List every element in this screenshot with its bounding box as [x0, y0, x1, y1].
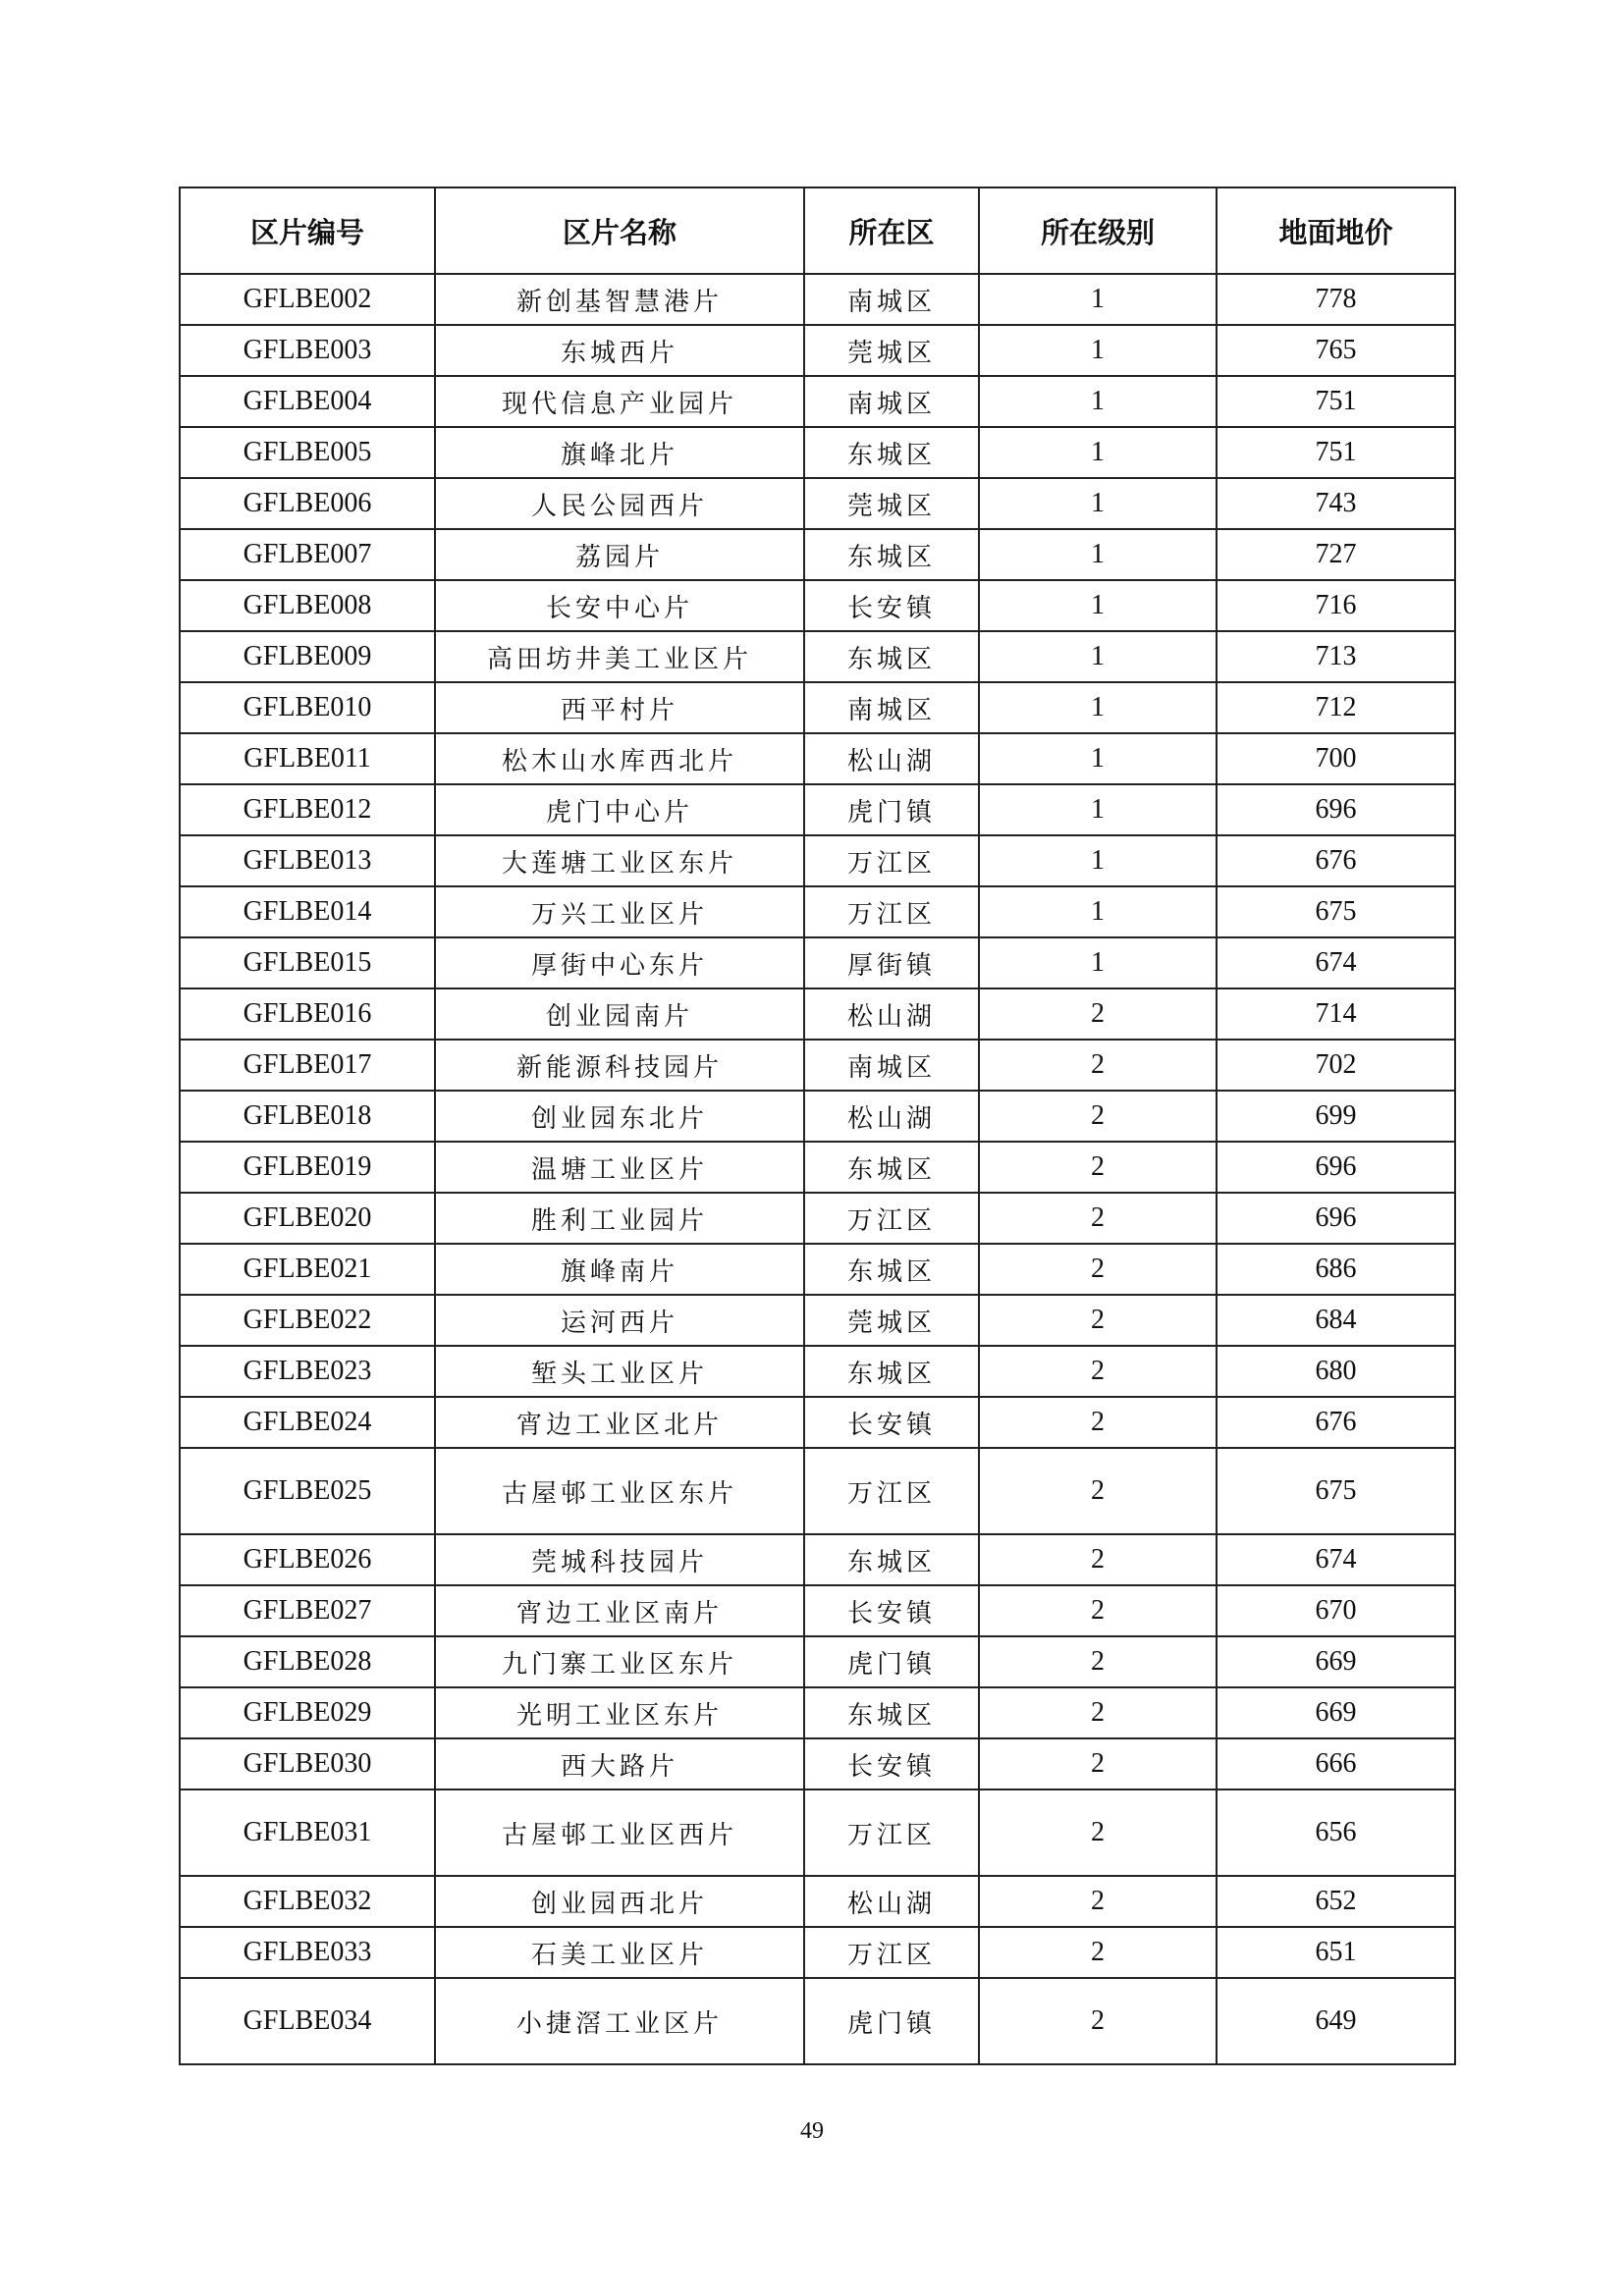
page-number: 49	[800, 2118, 824, 2144]
cell-district: 厚街镇	[804, 937, 979, 988]
table-row	[180, 580, 1455, 631]
cell-land-price: 669	[1217, 1687, 1455, 1738]
cell-district: 莞城区	[804, 478, 979, 529]
cell-level: 2	[979, 1193, 1217, 1244]
cell-district: 长安镇	[804, 580, 979, 631]
cell-zone-code: GFLBE033	[180, 1927, 435, 1978]
cell-zone-name: 创业园东北片	[435, 1091, 804, 1142]
cell-land-price: 669	[1217, 1636, 1455, 1687]
cell-zone-code: GFLBE019	[180, 1142, 435, 1193]
cell-level: 2	[979, 1397, 1217, 1448]
header-zone-code: 区片编号	[180, 187, 435, 274]
table-row	[180, 478, 1455, 529]
table-row	[180, 1295, 1455, 1346]
cell-zone-code: GFLBE028	[180, 1636, 435, 1687]
cell-zone-code: GFLBE021	[180, 1244, 435, 1295]
cell-zone-name: 东城西片	[435, 325, 804, 376]
table-row	[180, 1636, 1455, 1687]
cell-level: 2	[979, 1876, 1217, 1927]
cell-zone-code: GFLBE017	[180, 1040, 435, 1091]
cell-district: 南城区	[804, 682, 979, 733]
cell-zone-code: GFLBE024	[180, 1397, 435, 1448]
cell-zone-code: GFLBE008	[180, 580, 435, 631]
cell-zone-name: 创业园西北片	[435, 1876, 804, 1927]
cell-zone-code: GFLBE032	[180, 1876, 435, 1927]
cell-zone-code: GFLBE009	[180, 631, 435, 682]
cell-zone-code: GFLBE034	[180, 1978, 435, 2064]
cell-land-price: 656	[1217, 1789, 1455, 1876]
cell-district: 东城区	[804, 529, 979, 580]
cell-district: 莞城区	[804, 325, 979, 376]
cell-zone-code: GFLBE030	[180, 1738, 435, 1789]
cell-level: 1	[979, 631, 1217, 682]
cell-land-price: 675	[1217, 886, 1455, 937]
cell-zone-name: 胜利工业园片	[435, 1193, 804, 1244]
cell-zone-name: 松木山水库西北片	[435, 733, 804, 784]
cell-zone-name: 宵边工业区南片	[435, 1585, 804, 1636]
cell-district: 松山湖	[804, 1091, 979, 1142]
cell-zone-name: 运河西片	[435, 1295, 804, 1346]
cell-land-price: 778	[1217, 274, 1455, 325]
cell-land-price: 686	[1217, 1244, 1455, 1295]
table-row	[180, 1346, 1455, 1397]
cell-zone-code: GFLBE026	[180, 1534, 435, 1585]
cell-zone-code: GFLBE022	[180, 1295, 435, 1346]
cell-land-price: 699	[1217, 1091, 1455, 1142]
cell-zone-code: GFLBE023	[180, 1346, 435, 1397]
table-row	[180, 1142, 1455, 1193]
cell-district: 东城区	[804, 1534, 979, 1585]
cell-zone-name: 九门寨工业区东片	[435, 1636, 804, 1687]
cell-zone-name: 荔园片	[435, 529, 804, 580]
cell-land-price: 713	[1217, 631, 1455, 682]
cell-level: 2	[979, 1636, 1217, 1687]
cell-zone-name: 旗峰北片	[435, 427, 804, 478]
cell-district: 东城区	[804, 1142, 979, 1193]
table-row	[180, 1876, 1455, 1927]
cell-level: 2	[979, 1687, 1217, 1738]
table-row	[180, 1789, 1455, 1876]
cell-zone-code: GFLBE011	[180, 733, 435, 784]
cell-level: 2	[979, 988, 1217, 1040]
cell-land-price: 680	[1217, 1346, 1455, 1397]
cell-land-price: 652	[1217, 1876, 1455, 1927]
header-zone-name: 区片名称	[435, 187, 804, 274]
cell-zone-name: 长安中心片	[435, 580, 804, 631]
table-row	[180, 988, 1455, 1040]
table-row	[180, 1585, 1455, 1636]
cell-district: 莞城区	[804, 1295, 979, 1346]
cell-district: 松山湖	[804, 733, 979, 784]
cell-zone-name: 古屋邨工业区西片	[435, 1789, 804, 1876]
table-row	[180, 631, 1455, 682]
cell-level: 2	[979, 1448, 1217, 1534]
table-row	[180, 682, 1455, 733]
cell-land-price: 727	[1217, 529, 1455, 580]
cell-land-price: 670	[1217, 1585, 1455, 1636]
cell-zone-name: 堑头工业区片	[435, 1346, 804, 1397]
cell-land-price: 765	[1217, 325, 1455, 376]
cell-zone-name: 温塘工业区片	[435, 1142, 804, 1193]
table-body	[180, 274, 1455, 2064]
cell-zone-name: 西大路片	[435, 1738, 804, 1789]
cell-land-price: 700	[1217, 733, 1455, 784]
cell-level: 1	[979, 733, 1217, 784]
cell-zone-name: 人民公园西片	[435, 478, 804, 529]
cell-land-price: 702	[1217, 1040, 1455, 1091]
cell-zone-code: GFLBE006	[180, 478, 435, 529]
cell-zone-code: GFLBE012	[180, 784, 435, 835]
cell-district: 南城区	[804, 274, 979, 325]
cell-district: 东城区	[804, 1346, 979, 1397]
cell-district: 松山湖	[804, 1876, 979, 1927]
cell-zone-code: GFLBE016	[180, 988, 435, 1040]
cell-land-price: 666	[1217, 1738, 1455, 1789]
cell-land-price: 696	[1217, 1193, 1455, 1244]
cell-zone-name: 虎门中心片	[435, 784, 804, 835]
cell-land-price: 712	[1217, 682, 1455, 733]
cell-district: 虎门镇	[804, 1978, 979, 2064]
table-row	[180, 1978, 1455, 2064]
cell-district: 万江区	[804, 886, 979, 937]
cell-land-price: 676	[1217, 835, 1455, 886]
table-row	[180, 784, 1455, 835]
cell-zone-code: GFLBE015	[180, 937, 435, 988]
cell-zone-name: 现代信息产业园片	[435, 376, 804, 427]
header-land-price: 地面地价	[1217, 187, 1455, 274]
cell-zone-code: GFLBE029	[180, 1687, 435, 1738]
table-row	[180, 1040, 1455, 1091]
cell-level: 2	[979, 1091, 1217, 1142]
cell-land-price: 674	[1217, 937, 1455, 988]
cell-level: 1	[979, 325, 1217, 376]
cell-district: 长安镇	[804, 1397, 979, 1448]
cell-district: 万江区	[804, 1927, 979, 1978]
cell-zone-code: GFLBE020	[180, 1193, 435, 1244]
table-row	[180, 427, 1455, 478]
cell-level: 1	[979, 580, 1217, 631]
table-row	[180, 529, 1455, 580]
cell-district: 万江区	[804, 835, 979, 886]
cell-land-price: 696	[1217, 1142, 1455, 1193]
cell-district: 东城区	[804, 427, 979, 478]
header-level: 所在级别	[979, 187, 1217, 274]
table-row	[180, 1091, 1455, 1142]
table-row	[180, 1687, 1455, 1738]
cell-land-price: 684	[1217, 1295, 1455, 1346]
cell-zone-name: 宵边工业区北片	[435, 1397, 804, 1448]
cell-level: 2	[979, 1534, 1217, 1585]
cell-level: 1	[979, 478, 1217, 529]
cell-level: 1	[979, 376, 1217, 427]
cell-zone-code: GFLBE027	[180, 1585, 435, 1636]
cell-land-price: 674	[1217, 1534, 1455, 1585]
cell-zone-code: GFLBE004	[180, 376, 435, 427]
cell-level: 1	[979, 886, 1217, 937]
cell-level: 1	[979, 682, 1217, 733]
cell-district: 万江区	[804, 1193, 979, 1244]
table-row	[180, 1397, 1455, 1448]
cell-zone-name: 西平村片	[435, 682, 804, 733]
cell-district: 南城区	[804, 1040, 979, 1091]
cell-level: 2	[979, 1295, 1217, 1346]
table-row	[180, 1193, 1455, 1244]
cell-level: 1	[979, 274, 1217, 325]
cell-land-price: 676	[1217, 1397, 1455, 1448]
table-row	[180, 1738, 1455, 1789]
cell-level: 2	[979, 1927, 1217, 1978]
cell-zone-code: GFLBE014	[180, 886, 435, 937]
cell-zone-name: 新创基智慧港片	[435, 274, 804, 325]
cell-level: 2	[979, 1789, 1217, 1876]
land-price-table	[179, 187, 1456, 2065]
cell-level: 2	[979, 1244, 1217, 1295]
cell-district: 东城区	[804, 1244, 979, 1295]
cell-land-price: 649	[1217, 1978, 1455, 2064]
cell-district: 万江区	[804, 1448, 979, 1534]
cell-district: 南城区	[804, 376, 979, 427]
cell-zone-name: 创业园南片	[435, 988, 804, 1040]
cell-level: 1	[979, 937, 1217, 988]
cell-land-price: 696	[1217, 784, 1455, 835]
cell-land-price: 675	[1217, 1448, 1455, 1534]
cell-district: 虎门镇	[804, 1636, 979, 1687]
cell-level: 2	[979, 1142, 1217, 1193]
cell-zone-code: GFLBE003	[180, 325, 435, 376]
cell-zone-name: 莞城科技园片	[435, 1534, 804, 1585]
cell-zone-name: 小捷滘工业区片	[435, 1978, 804, 2064]
cell-zone-name: 万兴工业区片	[435, 886, 804, 937]
cell-level: 2	[979, 1585, 1217, 1636]
table-header-row	[180, 187, 1455, 274]
table-row	[180, 376, 1455, 427]
cell-zone-code: GFLBE002	[180, 274, 435, 325]
cell-zone-code: GFLBE018	[180, 1091, 435, 1142]
cell-district: 虎门镇	[804, 784, 979, 835]
table-row	[180, 325, 1455, 376]
cell-level: 2	[979, 1040, 1217, 1091]
cell-land-price: 751	[1217, 376, 1455, 427]
table-row	[180, 1244, 1455, 1295]
cell-district: 长安镇	[804, 1585, 979, 1636]
table-row	[180, 274, 1455, 325]
cell-zone-name: 新能源科技园片	[435, 1040, 804, 1091]
cell-level: 1	[979, 529, 1217, 580]
cell-level: 2	[979, 1346, 1217, 1397]
cell-zone-code: GFLBE025	[180, 1448, 435, 1534]
cell-zone-code: GFLBE031	[180, 1789, 435, 1876]
cell-land-price: 714	[1217, 988, 1455, 1040]
cell-district: 东城区	[804, 1687, 979, 1738]
table-row	[180, 1534, 1455, 1585]
header-district: 所在区	[804, 187, 979, 274]
cell-land-price: 751	[1217, 427, 1455, 478]
cell-zone-name: 大莲塘工业区东片	[435, 835, 804, 886]
cell-district: 松山湖	[804, 988, 979, 1040]
cell-district: 万江区	[804, 1789, 979, 1876]
cell-zone-name: 旗峰南片	[435, 1244, 804, 1295]
cell-level: 1	[979, 427, 1217, 478]
cell-level: 2	[979, 1978, 1217, 2064]
cell-zone-name: 光明工业区东片	[435, 1687, 804, 1738]
cell-level: 1	[979, 835, 1217, 886]
cell-district: 东城区	[804, 631, 979, 682]
cell-zone-code: GFLBE010	[180, 682, 435, 733]
cell-level: 2	[979, 1738, 1217, 1789]
cell-zone-code: GFLBE005	[180, 427, 435, 478]
cell-land-price: 651	[1217, 1927, 1455, 1978]
cell-zone-name: 厚街中心东片	[435, 937, 804, 988]
table-row	[180, 1448, 1455, 1534]
table-row	[180, 733, 1455, 784]
cell-zone-code: GFLBE013	[180, 835, 435, 886]
cell-land-price: 743	[1217, 478, 1455, 529]
table-row	[180, 886, 1455, 937]
table-row	[180, 937, 1455, 988]
cell-zone-name: 高田坊井美工业区片	[435, 631, 804, 682]
table-row	[180, 835, 1455, 886]
cell-zone-name: 石美工业区片	[435, 1927, 804, 1978]
table-row	[180, 1927, 1455, 1978]
cell-zone-name: 古屋邨工业区东片	[435, 1448, 804, 1534]
cell-land-price: 716	[1217, 580, 1455, 631]
cell-level: 1	[979, 784, 1217, 835]
cell-district: 长安镇	[804, 1738, 979, 1789]
cell-zone-code: GFLBE007	[180, 529, 435, 580]
